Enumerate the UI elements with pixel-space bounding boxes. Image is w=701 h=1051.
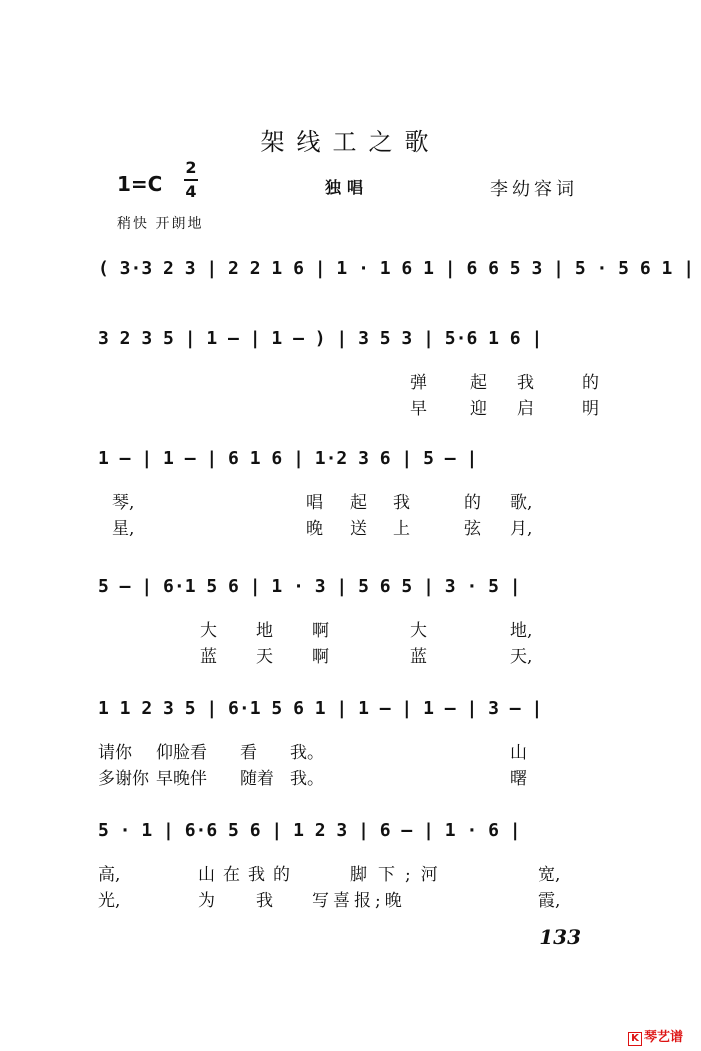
- lyric: 为: [198, 891, 215, 911]
- time-signature: [184, 158, 198, 202]
- lyric: 多谢你: [98, 769, 149, 789]
- lyric: 啊: [312, 647, 329, 667]
- lyric: 脚: [350, 865, 367, 885]
- lyric: 宽,: [538, 865, 561, 885]
- lyric: 我。: [290, 743, 324, 763]
- watermark-logo: [628, 1026, 683, 1046]
- lyric: 琴,: [112, 493, 135, 513]
- lyric: 天: [256, 647, 273, 667]
- lyric: 山在我的: [198, 865, 298, 885]
- lyric: 霞,: [538, 891, 561, 911]
- lyric: 早: [410, 399, 427, 419]
- lyric: 月,: [510, 519, 533, 539]
- lyric: 歌,: [510, 493, 533, 513]
- lyric: 唱: [306, 493, 323, 513]
- lyric: 请你: [98, 743, 132, 763]
- lyric: 晚: [306, 519, 323, 539]
- time-sig-line: [184, 179, 198, 181]
- lyric: 看: [240, 743, 257, 763]
- lyricist: 李幼容词: [490, 179, 578, 200]
- performance-form: 独唱: [325, 178, 370, 197]
- staff-notes: 3 2 3 5 | 1 — | 1 — ) | 3 5 3 | 5·6 1 6 |: [98, 328, 543, 349]
- lyric: 起我: [470, 373, 564, 393]
- time-sig-bottom: 4: [185, 182, 197, 201]
- lyric: 大: [200, 621, 217, 641]
- lyric: 啊: [312, 621, 329, 641]
- lyric: 弦: [464, 519, 481, 539]
- lyric: 曙: [510, 769, 527, 789]
- tempo-marking: 稍快 开朗地: [117, 216, 204, 232]
- lyric: 明: [582, 399, 599, 419]
- lyric: 仰脸看: [156, 743, 207, 763]
- key-signature: 1=C: [117, 172, 163, 196]
- staff-notes: 5 — | 6·1 5 6 | 1 · 3 | 5 6 5 | 3 · 5 |: [98, 576, 521, 597]
- lyric: 早晚伴: [156, 769, 207, 789]
- lyric: 迎启: [470, 399, 564, 419]
- staff-notes: 5 · 1 | 6·6 5 6 | 1 2 3 | 6 — | 1 · 6 |: [98, 820, 521, 841]
- lyric: 我: [256, 891, 273, 911]
- lyric: 蓝: [200, 647, 217, 667]
- lyric: 随着: [240, 769, 274, 789]
- lyric: 地: [256, 621, 273, 641]
- page-number: 133: [539, 925, 581, 949]
- staff-notes: ( 3·3 2 3 | 2 2 1 6 | 1 · 1 6 1 | 6 6 5 3 | 5 · 5 6 1 |: [98, 258, 695, 279]
- lyric: 蓝: [410, 647, 427, 667]
- logo-icon: K: [628, 1032, 642, 1046]
- lyric: 我。: [290, 769, 324, 789]
- staff-notes: 1 — | 1 — | 6 1 6 | 1·2 3 6 | 5 — |: [98, 448, 478, 469]
- lyric: 弹: [410, 373, 427, 393]
- lyric: 光,: [98, 891, 121, 911]
- lyric: 下;河: [378, 865, 448, 885]
- lyric: 星,: [112, 519, 135, 539]
- time-sig-top: 2: [185, 158, 197, 177]
- lyric: 起我: [350, 493, 436, 513]
- lyric: 送上: [350, 519, 436, 539]
- staff-notes: 1 1 2 3 5 | 6·1 5 6 1 | 1 — | 1 — | 3 — |: [98, 698, 543, 719]
- lyric: 山: [510, 743, 527, 763]
- lyric: 写喜报;晚: [312, 891, 406, 911]
- lyric: 地,: [510, 621, 533, 641]
- lyric: 大: [410, 621, 427, 641]
- watermark-text: 琴艺谱: [644, 1030, 684, 1045]
- lyric: 的: [464, 493, 481, 513]
- song-title: 架线工之歌: [260, 128, 441, 156]
- lyric: 天,: [510, 647, 533, 667]
- lyric: 高,: [98, 865, 121, 885]
- lyric: 的: [582, 373, 599, 393]
